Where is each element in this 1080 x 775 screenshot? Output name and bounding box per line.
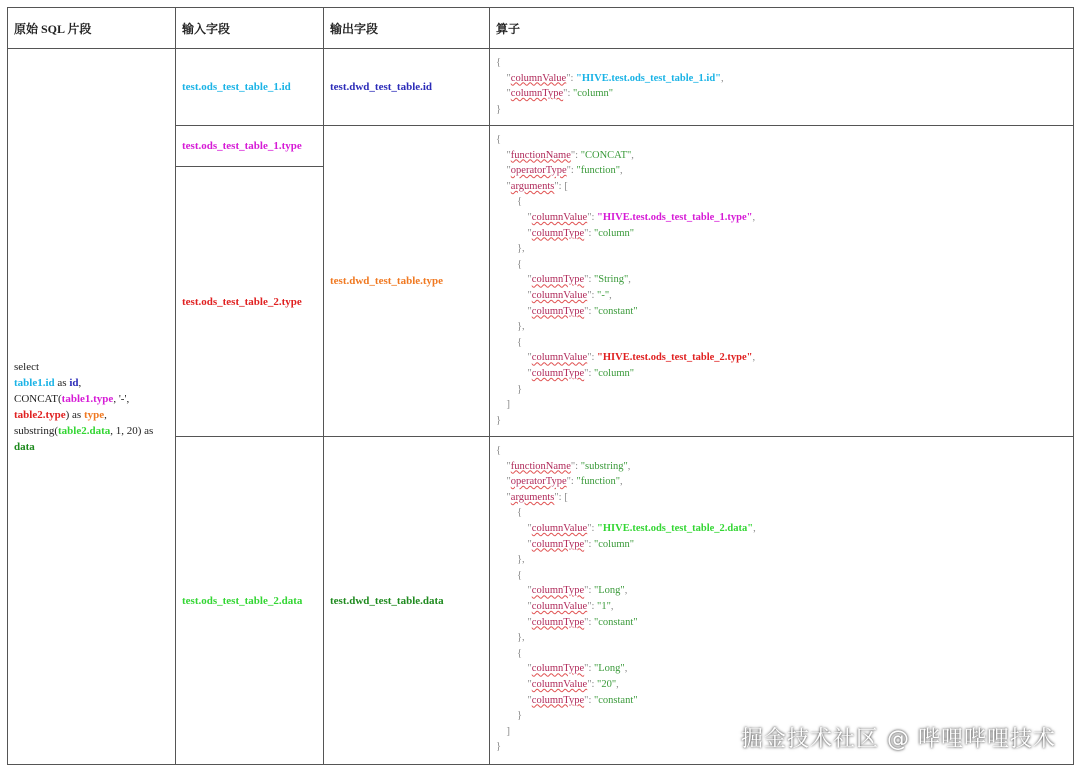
json-indent [496,243,517,254]
json-punct: { [517,569,523,581]
json-line [496,350,1067,366]
json-punct: : [575,149,581,161]
json-punct: : [567,88,573,100]
sql-line [14,407,169,423]
json-punct: , [610,600,614,612]
json-punct: }, [517,554,525,566]
json-punct: : [570,476,577,488]
json-line [496,599,1067,615]
json-line [496,677,1067,693]
operator-json-cell [490,437,1074,765]
input-field-name: test.ods_test_table_1.id [182,81,291,93]
json-punct: , [753,522,756,534]
json-indent [496,88,507,99]
json-key: "columnType" [527,227,589,239]
sql-token: , [104,408,107,421]
header-operator: 算子 [490,8,1074,49]
json-line [496,459,1067,475]
json-punct: : [591,289,598,301]
json-key: "columnValue" [527,289,592,301]
json-value: "String" [593,274,629,286]
json-key: "columnValue" [527,600,592,612]
json-indent [496,384,517,395]
sql-snippet-cell [8,49,176,765]
json-value: "function" [576,476,621,488]
json-line [496,132,1067,148]
json-punct: , [628,274,631,286]
sql-token: table1.type [61,392,114,405]
json-punct: , [620,165,623,177]
json-line [496,646,1067,662]
json-indent [496,663,528,674]
json-line [496,319,1067,335]
operator-json-cell [490,126,1074,437]
input-field-cell [176,437,324,765]
json-indent [496,290,528,301]
json-key: "functionName" [506,149,576,161]
json-value: "Long" [593,585,625,597]
json-key: "columnType" [527,616,589,628]
json-punct: } [496,414,502,426]
json-punct: : [591,211,598,223]
json-punct: : [591,522,598,534]
json-line [496,583,1067,599]
json-value: "HIVE.test.ods_test_table_2.type" [597,352,753,364]
lineage-table [7,7,1074,765]
json-indent [496,461,507,472]
json-value: "CONCAT" [580,149,632,161]
json-indent [496,679,528,690]
json-line [496,413,1067,429]
json-value: "constant" [593,305,638,317]
json-indent [496,648,517,659]
json-value: "-" [597,289,610,301]
json-punct: : [588,694,594,706]
sql-token: table1.id [14,376,55,389]
json-key: "operatorType" [506,476,571,488]
json-punct: } [517,383,523,395]
sql-line [14,359,169,375]
json-line [496,148,1067,164]
header-input-field: 输入字段 [176,8,324,49]
json-punct: : [588,305,594,317]
json-punct: : [588,663,594,675]
header-row [8,8,1074,49]
json-punct: , [752,211,756,223]
json-punct: : [588,538,594,550]
sql-line [14,375,169,391]
json-indent [496,492,507,503]
json-punct: }, [517,243,525,255]
json-punct: : [591,352,598,364]
json-indent [496,306,528,317]
json-key: "columnValue" [527,211,592,223]
output-field-cell [324,437,490,765]
sql-token: data [14,440,35,453]
json-indent [496,368,528,379]
json-value: "column" [593,227,635,239]
json-punct: , [631,149,634,161]
json-line [496,71,1067,87]
json-key: "columnType" [527,694,589,706]
json-value: "function" [576,165,621,177]
json-value: "constant" [593,694,638,706]
json-punct: ] [506,725,510,737]
json-punct: : [570,165,577,177]
output-field-name: test.dwd_test_table.id [330,81,433,93]
json-key: "columnType" [527,585,589,597]
json-punct: } [496,103,502,115]
json-punct: : [588,367,594,379]
output-field-name: test.dwd_test_table.type [330,275,444,287]
json-line [496,304,1067,320]
input-field-cell [176,126,324,167]
json-line [496,615,1067,631]
json-indent [496,585,528,596]
json-punct: , [624,663,628,675]
json-value: "Long" [593,663,625,675]
json-key: "functionName" [506,460,576,472]
json-line [496,568,1067,584]
sql-token: select [14,360,40,373]
json-line [496,210,1067,226]
json-line [496,630,1067,646]
json-indent [496,352,528,363]
json-punct: : [588,274,594,286]
sql-token: as [54,376,70,389]
sql-line [14,391,169,407]
json-value: "HIVE.test.ods_test_table_1.type" [597,211,753,223]
json-line [496,241,1067,257]
table-row [8,49,1074,126]
watermark: 掘金技术社区 @ 哔哩哔哩技术 [741,727,1056,752]
json-key: "arguments" [506,491,559,503]
json-line [496,366,1067,382]
json-line [496,397,1067,413]
json-punct: , [627,460,631,472]
output-field-name: test.dwd_test_table.data [330,594,444,607]
json-line [496,537,1067,553]
json-key: "columnType" [527,663,589,675]
json-value: "20" [597,678,617,690]
json-value: "substring" [580,460,628,472]
json-punct: : [ [558,180,568,192]
json-line [496,335,1067,351]
sql-token: table2.data [58,424,111,437]
json-indent [496,196,517,207]
json-value: "HIVE.test.ods_test_table_1.id" [576,72,721,84]
json-punct: : [575,460,581,472]
json-indent [496,617,528,628]
json-key: "columnValue" [527,522,592,534]
header-sql: 原始 SQL 片段 [8,8,176,49]
input-field-name: test.ods_test_table_1.type [182,140,302,152]
json-indent [496,228,528,239]
json-key: "columnType" [506,88,568,100]
json-punct: : [570,72,577,84]
sql-token: CONCAT( [14,392,62,405]
json-key: "columnType" [527,538,589,550]
json-line [496,661,1067,677]
json-punct: : [591,600,598,612]
json-line [496,179,1067,195]
json-indent [496,632,517,643]
json-line [496,693,1067,709]
json-value: "1" [597,600,611,612]
json-key: "columnType" [527,274,589,286]
json-line [496,521,1067,537]
input-field-name: test.ods_test_table_2.data [182,594,303,607]
json-indent [496,476,507,487]
input-field-name: test.ods_test_table_2.type [182,295,302,308]
json-punct: { [517,507,523,519]
json-value: "column" [572,88,614,100]
sql-token: table2.type [14,408,66,421]
json-line [496,552,1067,568]
json-punct: { [517,647,523,659]
json-key: "arguments" [506,180,559,192]
sql-token: , 1, 20) as [110,424,154,437]
json-indent [496,399,507,410]
json-punct: }, [517,321,525,333]
sql-token: id [69,376,79,389]
json-line [496,474,1067,490]
json-punct: : [588,227,594,239]
sql-token: substring( [14,424,58,437]
json-indent [496,523,528,534]
json-punct: : [588,585,594,597]
json-punct: , [609,289,612,301]
json-key: "columnValue" [527,678,592,690]
json-indent [496,570,517,581]
json-indent [496,601,528,612]
json-key: "columnType" [527,305,589,317]
json-punct: } [496,741,502,753]
json-punct: { [496,134,502,145]
json-value: "HIVE.test.ods_test_table_2.data" [597,522,754,534]
json-punct: }, [517,632,525,644]
json-indent [496,554,517,565]
json-indent [496,726,507,737]
json-line [496,288,1067,304]
sql-token: , [78,376,82,389]
json-key: "columnValue" [506,72,571,84]
output-field-cell [324,126,490,437]
json-punct: ] [506,399,510,411]
json-punct: , [616,678,619,690]
json-indent [496,321,517,332]
input-field-cell [176,167,324,437]
sql-token: type [83,408,105,421]
sql-token: , '-', [113,392,130,405]
json-line [496,102,1067,118]
json-value: "column" [593,367,635,379]
json-punct: { [517,258,523,270]
sql-line [14,439,169,455]
json-line [496,55,1067,71]
json-indent [496,695,528,706]
json-line [496,86,1067,102]
json-punct: , [752,352,756,364]
json-indent [496,150,507,161]
output-field-cell [324,49,490,126]
json-line [496,226,1067,242]
json-line [496,505,1067,521]
json-indent [496,165,507,176]
json-indent [496,259,517,270]
json-punct: : [588,616,594,628]
json-indent [496,507,517,518]
json-punct: : [ [558,491,568,503]
json-line [496,382,1067,398]
json-punct: } [517,710,523,722]
json-indent [496,710,517,721]
json-punct: { [517,196,523,208]
json-line [496,490,1067,506]
json-line [496,443,1067,459]
json-punct: { [517,336,523,348]
json-indent [496,539,528,550]
json-line [496,163,1067,179]
json-indent [496,337,517,348]
json-value: "constant" [593,616,638,628]
operator-json-cell [490,49,1074,126]
json-key: "operatorType" [506,165,571,177]
sql-token: ) as [65,408,84,421]
json-punct: , [620,476,623,488]
json-key: "columnValue" [527,352,592,364]
header-output-field: 输出字段 [324,8,490,49]
json-line [496,257,1067,273]
json-indent [496,181,507,192]
input-field-cell [176,49,324,126]
json-punct: { [496,57,502,68]
json-key: "columnType" [527,367,589,379]
json-indent [496,274,528,285]
json-punct: : [591,678,598,690]
sql-line [14,423,169,439]
json-punct: , [721,72,724,84]
json-value: "column" [593,538,635,550]
json-indent [496,212,528,223]
json-line [496,272,1067,288]
json-indent [496,73,507,84]
json-punct: { [496,445,502,456]
json-line [496,194,1067,210]
json-punct: , [624,585,628,597]
